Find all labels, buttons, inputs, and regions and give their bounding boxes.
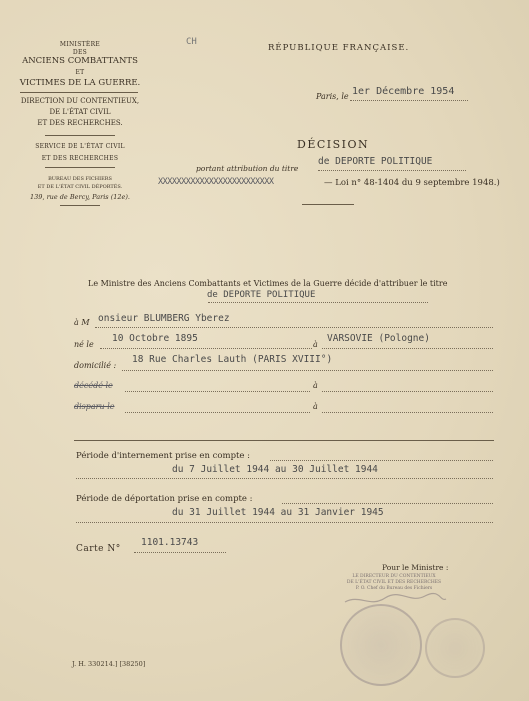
header-rule-3	[45, 167, 115, 168]
signature-line-2: DE L'ÉTAT CIVIL ET DES RECHERCHES	[346, 580, 442, 585]
carte-line	[134, 552, 226, 553]
carte-label: Carte N°	[76, 544, 121, 554]
periods-rule-top	[74, 440, 494, 441]
decision-rule	[302, 204, 354, 205]
footer-code: J. H. 330214.] [38250]	[72, 660, 146, 668]
header-bureau-2: ET DE L'ÉTAT CIVIL DÉPORTÉS.	[37, 184, 123, 190]
republique-francaise: RÉPUBLIQUE FRANÇAISE.	[268, 43, 410, 53]
label-a-m: à M	[74, 318, 90, 327]
top-code: CH	[186, 37, 197, 47]
label-a-disparu: à	[313, 402, 318, 411]
disparu-line	[125, 412, 310, 413]
signature-line-1: LE DIRECTEUR DU CONTENTIEUX	[352, 574, 436, 579]
decision-titre-line	[318, 170, 466, 171]
date-line	[350, 100, 468, 101]
decede-line	[125, 391, 310, 392]
header-victimes: VICTIMES DE LA GUERRE.	[19, 78, 141, 88]
header-et: ET	[75, 69, 85, 76]
header-direction-3: ET DES RECHERCHES.	[37, 119, 123, 127]
deportation-value: du 31 Juillet 1944 au 31 Janvier 1945	[172, 507, 384, 518]
body-intro: Le Ministre des Anciens Combattants et Victimes de la Guerre décide d'attribuer le titre	[88, 279, 448, 288]
deportation-label-line	[282, 503, 493, 504]
disparu-place-line	[322, 412, 493, 413]
beneficiary-name: onsieur BLUMBERG Yberez	[98, 313, 230, 324]
header-service-2: ET DES RECHERCHES	[41, 155, 119, 162]
name-line	[95, 327, 493, 328]
header-direction-1: DIRECTION DU CONTENTIEUX,	[20, 97, 140, 105]
birth-date: 10 Octobre 1895	[112, 333, 198, 344]
struck-disparu: disparu le	[74, 402, 115, 411]
header-anciens-combattants: ANCIENS COMBATTANTS	[22, 56, 138, 66]
header-service-1: SERVICE DE L'ÉTAT CIVIL	[35, 143, 125, 150]
label-ne-le: né le	[74, 340, 94, 349]
header-direction-2: DE L'ÉTAT CIVIL	[49, 108, 111, 116]
decision-law: — Loi n° 48-1404 du 9 septembre 1948.)	[324, 178, 500, 188]
header-ministere: MINISTÈRE	[59, 41, 101, 48]
birth-place-line	[322, 348, 493, 349]
header-bureau-1: BUREAU DES FICHIERS	[48, 176, 112, 182]
date-value: 1er Décembre 1954	[352, 86, 455, 97]
internement-label-line	[270, 460, 493, 461]
body-titre-typed: de DEPORTE POLITIQUE	[207, 290, 316, 300]
address-line	[122, 370, 493, 371]
secondary-stamp	[425, 618, 485, 678]
signature-line-3: P. O. Chef du Bureau des Fichiers	[355, 586, 433, 591]
body-titre-line	[208, 302, 428, 303]
birth-date-line	[100, 348, 312, 349]
deportation-value-line	[76, 522, 493, 523]
official-seal-stamp	[340, 604, 422, 686]
birth-place: VARSOVIE (Pologne)	[327, 333, 430, 344]
internement-label: Période d'internement prise en compte :	[76, 451, 251, 461]
label-domicilie: domicilié :	[74, 361, 117, 370]
header-des: DES	[72, 49, 88, 56]
decision-titre-typed: de DEPORTE POLITIQUE	[318, 156, 433, 167]
address-typed: 18 Rue Charles Lauth (PARIS XVIII°)	[132, 354, 333, 365]
decision-subtitle: portant attribution du titre	[196, 164, 299, 173]
internement-value: du 7 Juillet 1944 au 30 Juillet 1944	[172, 464, 378, 475]
struck-decede: décédé le	[74, 381, 113, 390]
label-a-birthplace: à	[313, 340, 318, 349]
header-rule-2	[45, 135, 115, 136]
decede-place-line	[322, 391, 493, 392]
label-a-decede: à	[313, 381, 318, 390]
decision-title: DÉCISION	[297, 138, 370, 151]
carte-number: 1101.13743	[141, 537, 199, 548]
deportation-label: Période de déportation prise en compte :	[76, 494, 253, 504]
internement-value-line	[76, 478, 493, 479]
header-address: 139, rue de Bercy, Paris (12e).	[30, 193, 130, 201]
header-rule-4	[60, 205, 100, 206]
header-rule-1	[20, 92, 138, 93]
pour-le-ministre: Pour le Ministre :	[382, 563, 449, 572]
place-prefix: Paris, le	[316, 92, 349, 101]
decision-struck-text: XXXXXXXXXXXXXXXXXXXXXXXXX	[158, 177, 274, 187]
